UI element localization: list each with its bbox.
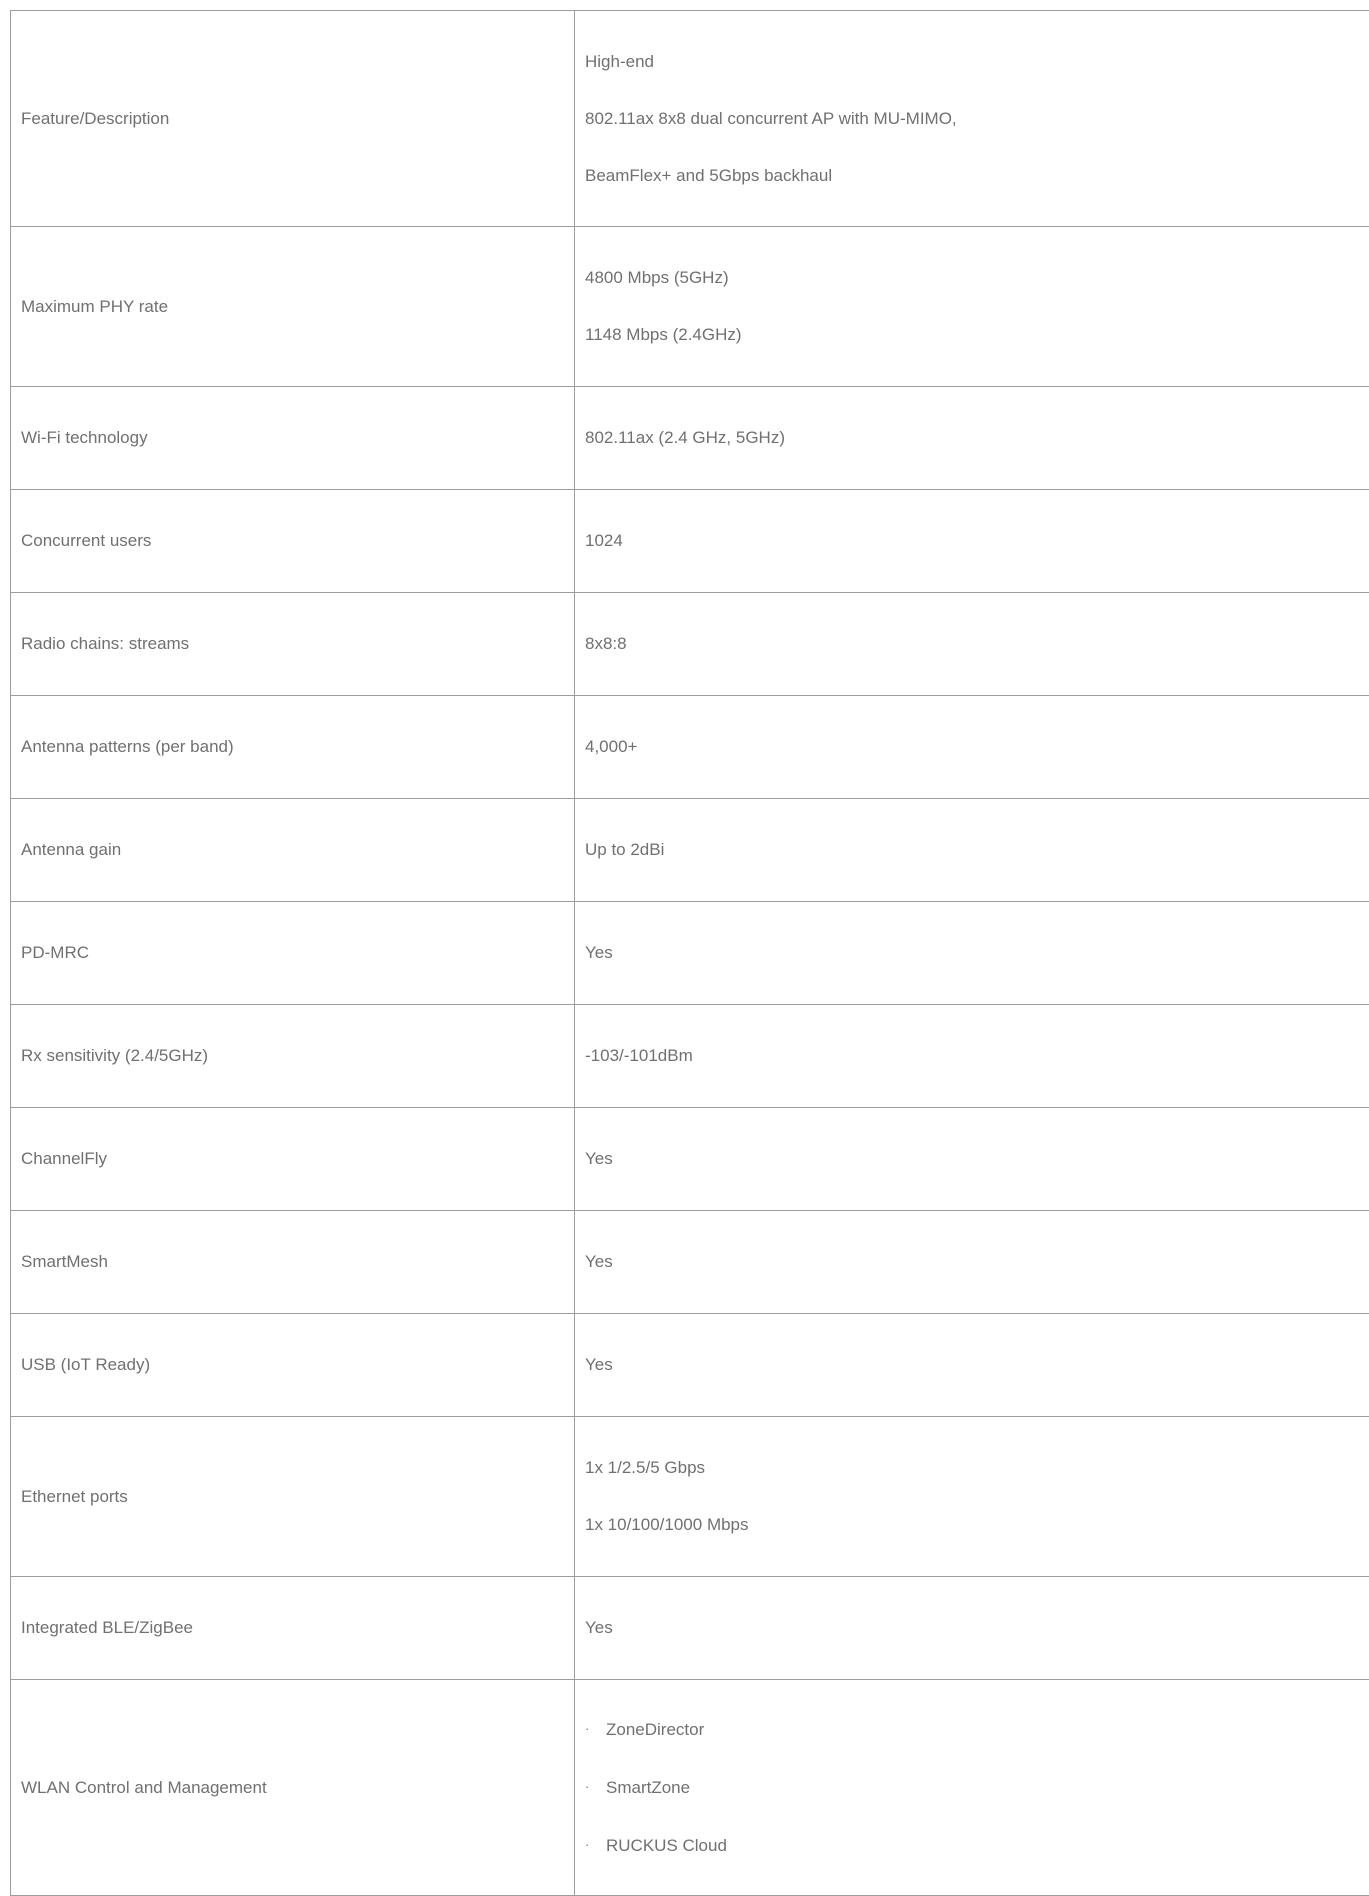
feature-value: Up to 2dBi <box>575 799 1369 902</box>
feature-label: Wi-Fi technology <box>11 387 575 490</box>
table-row <box>11 1005 1369 1108</box>
feature-label: Rx sensitivity (2.4/5GHz) <box>11 1005 575 1108</box>
feature-label: Integrated BLE/ZigBee <box>11 1577 575 1680</box>
feature-value: Yes <box>575 1108 1369 1211</box>
feature-value <box>575 227 1369 387</box>
feature-value: -103/-101dBm <box>575 1005 1369 1108</box>
feature-value: 1024 <box>575 490 1369 593</box>
feature-value: 4,000+ <box>575 696 1369 799</box>
bullet-item <box>585 1777 1369 1798</box>
bullet-text: SmartZone <box>606 1778 690 1797</box>
bullet-dot-icon: · <box>585 1777 606 1797</box>
table-row <box>11 1211 1369 1314</box>
bullet-text: ZoneDirector <box>606 1720 704 1739</box>
feature-label: Antenna gain <box>11 799 575 902</box>
feature-value: Yes <box>575 1314 1369 1417</box>
bullet-dot-icon: · <box>585 1719 606 1739</box>
feature-value: 8x8:8 <box>575 593 1369 696</box>
feature-label: Antenna patterns (per band) <box>11 696 575 799</box>
feature-label: USB (IoT Ready) <box>11 1314 575 1417</box>
feature-label: PD-MRC <box>11 902 575 1005</box>
feature-label: SmartMesh <box>11 1211 575 1314</box>
table-row <box>11 902 1369 1005</box>
table-row <box>11 387 1369 490</box>
feature-value <box>575 11 1369 227</box>
value-line: High-end <box>585 52 1369 72</box>
feature-label: Feature/Description <box>11 11 575 227</box>
table-row <box>11 696 1369 799</box>
feature-value: Yes <box>575 1577 1369 1680</box>
feature-label: Concurrent users <box>11 490 575 593</box>
feature-value <box>575 1417 1369 1577</box>
table-row <box>11 1577 1369 1680</box>
feature-value: Yes <box>575 902 1369 1005</box>
table-row <box>11 11 1369 227</box>
feature-value <box>575 1680 1369 1896</box>
bullet-item <box>585 1719 1369 1740</box>
table-row <box>11 1108 1369 1211</box>
feature-label: ChannelFly <box>11 1108 575 1211</box>
value-line: BeamFlex+ and 5Gbps backhaul <box>585 166 1369 186</box>
table-row <box>11 490 1369 593</box>
feature-label: Maximum PHY rate <box>11 227 575 387</box>
bullet-dot-icon: · <box>585 1835 606 1855</box>
value-line: 4800 Mbps (5GHz) <box>585 268 1369 288</box>
value-line: 1148 Mbps (2.4GHz) <box>585 325 1369 345</box>
table-row <box>11 1417 1369 1577</box>
feature-label: Ethernet ports <box>11 1417 575 1577</box>
value-line: 802.11ax 8x8 dual concurrent AP with MU-MIMO, <box>585 109 1369 129</box>
feature-label: WLAN Control and Management <box>11 1680 575 1896</box>
feature-value: 802.11ax (2.4 GHz, 5GHz) <box>575 387 1369 490</box>
table-row <box>11 1314 1369 1417</box>
feature-label: Radio chains: streams <box>11 593 575 696</box>
spec-table <box>10 10 1369 1896</box>
bullet-item <box>585 1835 1369 1856</box>
table-row <box>11 593 1369 696</box>
table-row <box>11 227 1369 387</box>
value-line: 1x 1/2.5/5 Gbps <box>585 1458 1369 1478</box>
value-line: 1x 10/100/1000 Mbps <box>585 1515 1369 1535</box>
table-row <box>11 799 1369 902</box>
bullet-text: RUCKUS Cloud <box>606 1836 727 1855</box>
table-row <box>11 1680 1369 1896</box>
feature-value: Yes <box>575 1211 1369 1314</box>
